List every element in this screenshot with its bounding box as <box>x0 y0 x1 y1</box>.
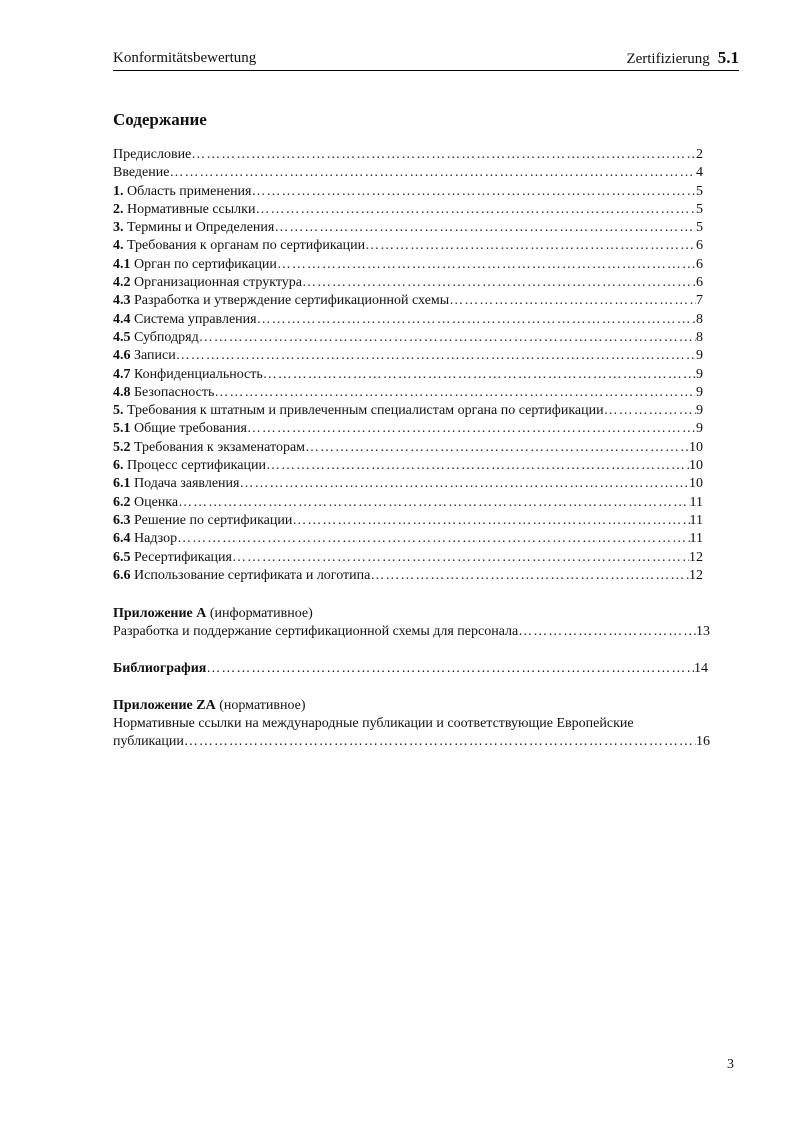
toc-entry-number: 4.4 <box>113 311 131 327</box>
leader-dots <box>206 661 694 677</box>
appendix-a-heading-type: (информативное) <box>209 606 313 621</box>
leader-dots <box>257 312 696 328</box>
toc-entry-label <box>113 476 239 492</box>
toc-entry[interactable] <box>113 147 703 165</box>
toc-entry-page: 8 <box>696 311 703 327</box>
bibliography-page: 14 <box>694 661 708 676</box>
toc-entry-text: Требования к штатным и привлеченным специалистам органа по сертификации <box>127 403 604 419</box>
toc-entry-page: 11 <box>689 512 703 528</box>
toc-entry-page: 9 <box>696 384 703 400</box>
toc-entry-page: 10 <box>689 439 703 455</box>
toc-entry[interactable] <box>113 238 703 256</box>
toc-entry-text: Термины и Определения <box>127 220 275 236</box>
leader-dots <box>252 184 697 200</box>
leader-dots <box>239 476 689 492</box>
bibliography-block <box>113 661 713 679</box>
bibliography-entry[interactable] <box>113 661 708 679</box>
toc-entry-page: 4 <box>696 165 703 181</box>
leader-dots <box>292 513 689 529</box>
leader-dots <box>365 238 696 254</box>
table-of-contents <box>113 147 703 586</box>
toc-entry-page: 7 <box>696 293 703 309</box>
toc-entry-label <box>113 220 274 236</box>
toc-entry-number: 4.1 <box>113 256 131 272</box>
toc-entry-page: 12 <box>689 567 703 583</box>
toc-entry-number: 4.5 <box>113 329 131 345</box>
leader-dots <box>178 495 689 511</box>
toc-entry-label <box>113 257 277 273</box>
toc-entry-text: Подача заявления <box>134 476 240 492</box>
header-right <box>626 48 739 68</box>
contents-title: Содержание <box>113 110 207 129</box>
leader-dots <box>266 458 689 474</box>
toc-entry-number: 5. <box>113 403 124 419</box>
toc-entry-text: Использование сертификата и логотипа <box>134 567 371 583</box>
toc-entry-label <box>113 147 191 163</box>
leader-dots <box>274 220 696 236</box>
toc-entry-label <box>113 440 305 456</box>
leader-dots <box>305 440 689 456</box>
toc-entry-text: Субподряд <box>134 329 199 345</box>
toc-entry-text: Область применения <box>127 183 252 199</box>
leader-dots <box>169 165 696 181</box>
toc-entry-number: 5.2 <box>113 439 131 455</box>
appendix-za-block <box>113 698 713 752</box>
toc-entry-label <box>113 367 263 383</box>
toc-entry[interactable] <box>113 202 703 220</box>
toc-entry-number: 2. <box>113 201 124 217</box>
toc-entry[interactable] <box>113 348 703 366</box>
toc-entry-text: Процесс сертификации <box>127 458 266 474</box>
toc-entry[interactable] <box>113 257 703 275</box>
appendix-a-entry-page: 13 <box>696 624 710 639</box>
header-right-title: Zertifizierung <box>626 51 710 67</box>
leader-dots <box>214 385 696 401</box>
toc-entry[interactable] <box>113 275 703 293</box>
toc-entry[interactable] <box>113 293 703 311</box>
toc-entry-page: 9 <box>696 366 703 382</box>
toc-entry-label <box>113 458 266 474</box>
toc-entry-number: 4.3 <box>113 293 131 309</box>
toc-entry-page: 5 <box>696 220 703 236</box>
toc-entry[interactable] <box>113 220 703 238</box>
toc-entry[interactable] <box>113 421 703 439</box>
toc-entry-number: 6.1 <box>113 476 131 492</box>
appendix-za-entry-page: 16 <box>696 734 710 749</box>
toc-entry-label <box>113 275 302 291</box>
toc-entry-number: 5.1 <box>113 421 131 437</box>
toc-entry-label <box>113 293 449 309</box>
toc-entry-label <box>113 184 252 200</box>
toc-entry-text: Нормативные ссылки <box>127 201 256 217</box>
toc-entry-number: 6.4 <box>113 531 131 547</box>
toc-entry-text: Введение <box>113 165 170 181</box>
toc-entry-page: 12 <box>689 549 703 565</box>
toc-entry[interactable] <box>113 312 703 330</box>
appendix-za-entry-text: публикации <box>113 734 184 749</box>
toc-entry-page: 11 <box>689 494 703 510</box>
page-number: 3 <box>727 1057 734 1072</box>
toc-entry-text: Организационная структура <box>134 275 302 291</box>
toc-entry-label <box>113 421 247 437</box>
toc-entry[interactable] <box>113 385 703 403</box>
toc-entry-page: 6 <box>696 238 703 254</box>
appendix-a-heading <box>113 606 713 624</box>
toc-entry-text: Безопасность <box>134 384 215 400</box>
toc-entry-number: 1. <box>113 183 124 199</box>
toc-entry-label <box>113 238 365 254</box>
leader-dots <box>370 568 689 584</box>
page-header <box>113 46 739 71</box>
toc-entry-page: 6 <box>696 275 703 291</box>
toc-entry-label <box>113 568 370 584</box>
toc-entry-label <box>113 348 176 364</box>
appendix-a-block <box>113 606 713 642</box>
toc-entry-page: 10 <box>689 476 703 492</box>
toc-entry-label <box>113 165 169 181</box>
appendix-a-heading-bold: Приложение A <box>113 606 207 621</box>
toc-entry-page: 2 <box>696 147 703 162</box>
toc-entry-text: Требования к экзаменаторам <box>134 439 306 455</box>
toc-entry[interactable] <box>113 513 703 531</box>
toc-entry-page: 5 <box>696 201 703 217</box>
toc-entry[interactable] <box>113 531 703 549</box>
toc-entry-page: 9 <box>696 348 703 364</box>
toc-entry[interactable] <box>113 550 703 568</box>
toc-entry-label <box>113 202 255 218</box>
toc-entry[interactable] <box>113 440 703 458</box>
toc-entry-label <box>113 550 232 566</box>
toc-entry-text: Ресертификация <box>134 549 232 565</box>
toc-entry-label <box>113 330 199 346</box>
toc-entry-number: 6.2 <box>113 494 131 510</box>
toc-entry-page: 9 <box>696 403 703 419</box>
toc-entry-text: Конфиденциальность <box>134 366 263 382</box>
leader-dots <box>247 421 696 437</box>
toc-entry-text: Требования к органам по сертификации <box>127 238 366 254</box>
toc-entry-number: 4.6 <box>113 348 131 364</box>
toc-entry-text: Записи <box>134 348 176 364</box>
appendix-a-entry-text: Разработка и поддержание сертификационной схемы для персонала <box>113 624 519 639</box>
toc-entry-label <box>113 531 177 547</box>
leader-dots <box>518 624 696 640</box>
leader-dots <box>277 257 696 273</box>
toc-entry-number: 6.6 <box>113 567 131 583</box>
toc-entry-text: Система управления <box>134 311 257 327</box>
toc-entry-text: Решение по сертификации <box>134 512 293 528</box>
toc-entry-text: Надзор <box>134 531 178 547</box>
toc-entry[interactable] <box>113 476 703 494</box>
toc-entry-number: 3. <box>113 220 124 236</box>
leader-dots <box>199 330 696 346</box>
toc-entry-number: 6.3 <box>113 512 131 528</box>
leader-dots <box>184 734 696 750</box>
leader-dots <box>255 202 696 218</box>
toc-entry-page: 11 <box>689 531 703 547</box>
leader-dots <box>176 348 696 364</box>
toc-entry[interactable] <box>113 458 703 476</box>
appendix-a-entry[interactable] <box>113 624 710 642</box>
leader-dots <box>232 550 689 566</box>
toc-entry-label <box>113 403 604 419</box>
toc-entry[interactable] <box>113 403 703 421</box>
leader-dots <box>449 293 696 309</box>
leader-dots <box>177 531 689 547</box>
leader-dots <box>302 275 696 291</box>
header-section-number: 5.1 <box>717 48 739 67</box>
header-left-title: Konformitätsbewertung <box>113 50 257 66</box>
toc-entry-text: Общие требования <box>134 421 247 437</box>
toc-entry-page: 8 <box>696 329 703 345</box>
bibliography-text: Библиография <box>113 661 207 676</box>
toc-entry-number: 6. <box>113 458 124 474</box>
toc-entry-number: 4. <box>113 238 124 254</box>
toc-entry-text: Оценка <box>134 494 179 510</box>
toc-entry-page: 9 <box>696 421 703 437</box>
appendix-za-entry-line2[interactable] <box>113 734 710 752</box>
toc-entry-text: Предисловие <box>113 147 192 162</box>
appendix-za-heading <box>113 698 713 716</box>
leader-dots <box>263 367 696 383</box>
toc-entry-text: Орган по сертификации <box>134 256 277 272</box>
toc-entry-number: 4.2 <box>113 275 131 291</box>
toc-entry[interactable] <box>113 367 703 385</box>
toc-entry-text: Разработка и утверждение сертификационной схемы <box>134 293 450 309</box>
toc-entry-label <box>113 513 292 529</box>
toc-entry[interactable] <box>113 165 703 183</box>
toc-entry-label <box>113 312 257 328</box>
toc-entry-label <box>113 495 178 511</box>
toc-entry[interactable] <box>113 330 703 348</box>
appendix-za-heading-type: (нормативное) <box>219 698 306 713</box>
toc-entry-page: 10 <box>689 458 703 474</box>
toc-entry-number: 4.8 <box>113 384 131 400</box>
leader-dots <box>604 403 696 419</box>
toc-entry[interactable] <box>113 184 703 202</box>
leader-dots <box>191 147 696 163</box>
toc-entry-page: 6 <box>696 256 703 272</box>
appendix-za-entry-line1[interactable]: Нормативные ссылки на международные публикации и соответствующие Европейские <box>113 716 634 731</box>
toc-entry-label <box>113 385 214 401</box>
appendix-za-heading-bold: Приложение ZA <box>113 698 216 713</box>
toc-entry-page: 5 <box>696 183 703 199</box>
toc-entry-number: 6.5 <box>113 549 131 565</box>
toc-entry-number: 4.7 <box>113 366 131 382</box>
toc-entry[interactable] <box>113 568 703 586</box>
toc-entry[interactable] <box>113 495 703 513</box>
